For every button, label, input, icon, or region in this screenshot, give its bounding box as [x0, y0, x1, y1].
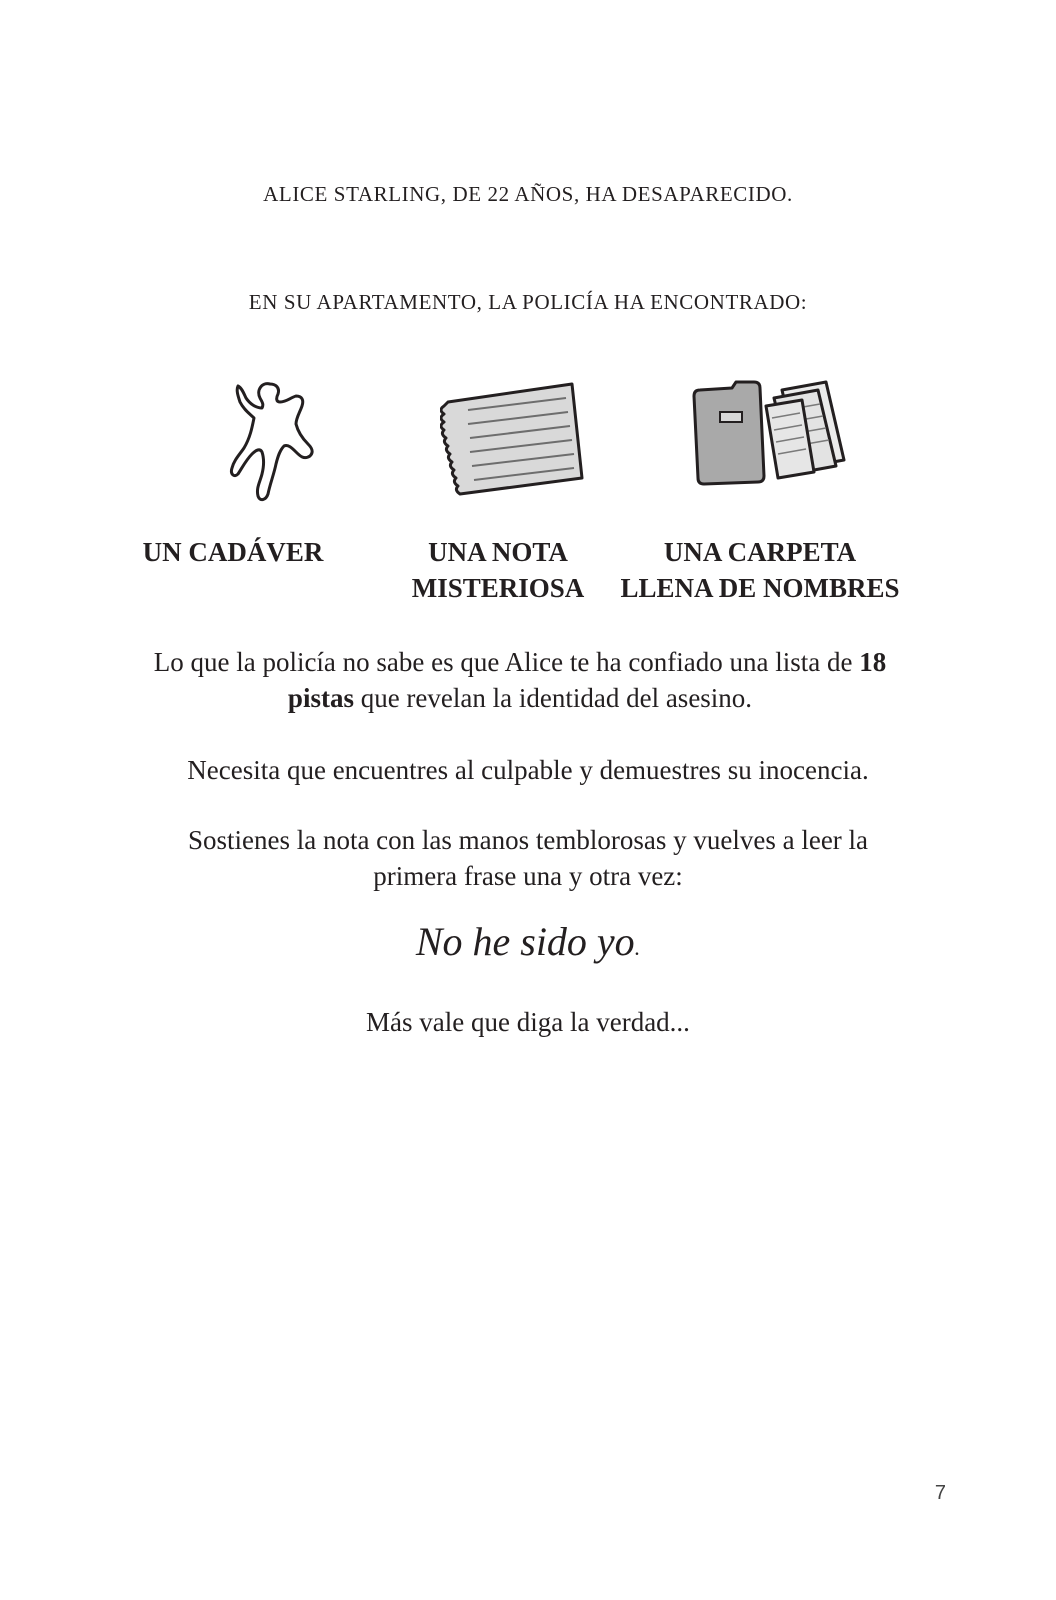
page-number: 7: [934, 1482, 946, 1504]
found-heading: EN SU APARTAMENTO, LA POLICÍA HA ENCONTRADO:: [248, 290, 808, 314]
quote-text: No he sido yo: [415, 919, 635, 964]
paragraph-clues: [120, 644, 920, 716]
paragraph-text: Lo que la policía no sabe es que Alice te ha confiado una lista de: [153, 647, 860, 677]
missing-heading: ALICE STARLING, DE 22 AÑOS, HA DESAPARECIDO.: [263, 182, 793, 206]
note-quote: [0, 918, 1056, 965]
item-label-line: UNA CARPETA: [663, 537, 857, 567]
closing-line: Más vale que diga la verdad...: [366, 1007, 690, 1037]
item-label-body: [128, 534, 338, 570]
item-label-line: LLENA DE NOMBRES: [620, 573, 900, 603]
paragraph-text: que revelan la identidad del asesino.: [353, 683, 753, 713]
item-label-line: MISTERIOSA: [411, 573, 585, 603]
item-label-folder: [610, 534, 910, 606]
paragraph-request: Necesita que encuentres al culpable y demuestres su inocencia.: [187, 755, 869, 785]
folder-with-papers-icon: [690, 376, 850, 488]
clue-word: pistas: [287, 683, 354, 713]
item-label-line: UNA NOTA: [428, 537, 568, 567]
item-label-line: UN CADÁVER: [142, 537, 324, 567]
body-outline-icon: [216, 376, 328, 510]
paragraph-line: primera frase una y otra vez:: [373, 861, 683, 891]
paragraph-line: Sostienes la nota con las manos temblorosas y vuelves a leer la: [187, 825, 869, 855]
clue-count: 18: [859, 647, 887, 677]
paragraph-note: [0, 822, 1056, 894]
torn-note-icon: [440, 380, 586, 498]
item-label-note: [393, 534, 603, 606]
quote-dot: .: [634, 935, 641, 960]
